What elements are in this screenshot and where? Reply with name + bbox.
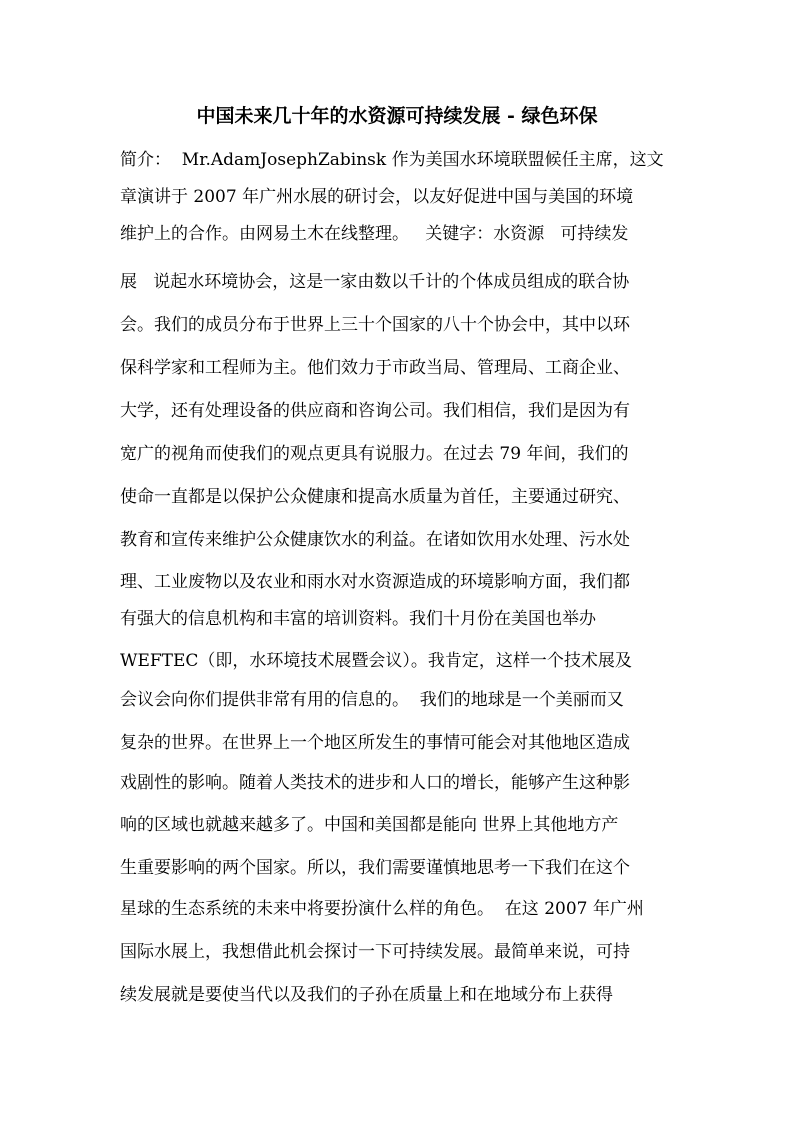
body-text-line: 展 说起水环境协会，这是一家由数以千计的个体成员组成的联合协 [120, 272, 630, 292]
body-text-line: 响的区域也就越来越多了。中国和美国都是能向 世界上其他地方产 [120, 815, 619, 835]
body-text-line: 会。我们的成员分布于世界上三十个国家的八十个协会中，其中以环 [120, 315, 630, 335]
body-text-line: 复杂的世界。在世界上一个地区所发生的事情可能会对其他地区造成 [120, 733, 630, 753]
body-text-line: 国际水展上，我想借此机会探讨一下可持续发展。最简单来说，可持 [120, 942, 630, 962]
body-text-line: 大学，还有处理设备的供应商和咨询公司。我们相信，我们是因为有 [120, 401, 630, 421]
body-text-line: 戏剧性的影响。随着人类技术的进步和人口的增长，能够产生这种影 [120, 773, 630, 793]
body-text-line: 生重要影响的两个国家。所以，我们需要谨慎地思考一下我们在这个 [120, 858, 630, 878]
body-text-line: 会议会向你们提供非常有用的信息的。 我们的地球是一个美丽而又 [120, 690, 624, 710]
body-text-line: 理、工业废物以及农业和雨水对水资源造成的环境影响方面，我们都 [120, 572, 630, 592]
body-text-line: WEFTEC（即，水环境技术展暨会议）。我肯定，这样一个技术展及 [120, 651, 632, 671]
body-text-line: 简介： Mr.AdamJosephZabinsk 作为美国水环境联盟候任主席，这文 [120, 150, 664, 170]
document-title: 中国未来几十年的水资源可持续发展 - 绿色环保 [196, 105, 598, 127]
body-text-line: 使命一直都是以保护公众健康和提高水质量为首任，主要通过研究、 [120, 487, 630, 507]
body-text-line: 章演讲于 2007 年广州水展的研讨会，以友好促进中国与美国的环境 [120, 187, 634, 207]
body-text-line: 宽广的视角而使我们的观点更具有说服力。在过去 79 年间，我们的 [120, 444, 629, 464]
body-text-line: 有强大的信息机构和丰富的培训资料。我们十月份在美国也举办 [120, 609, 596, 629]
body-text-line: 保科学家和工程师为主。他们效力于市政当局、管理局、工商企业、 [120, 358, 630, 378]
body-text-line: 续发展就是要使当代以及我们的子孙在质量上和在地域分布上获得 [120, 985, 613, 1005]
body-text-line: 星球的生态系统的未来中将要扮演什么样的角色。 在这 2007 年广州 [120, 899, 644, 919]
body-text-line: 教育和宣传来维护公众健康饮水的利益。在诸如饮用水处理、污水处 [120, 530, 630, 550]
body-text-line: 维护上的合作。由网易土木在线整理。 关键字：水资源 可持续发 [120, 224, 629, 244]
